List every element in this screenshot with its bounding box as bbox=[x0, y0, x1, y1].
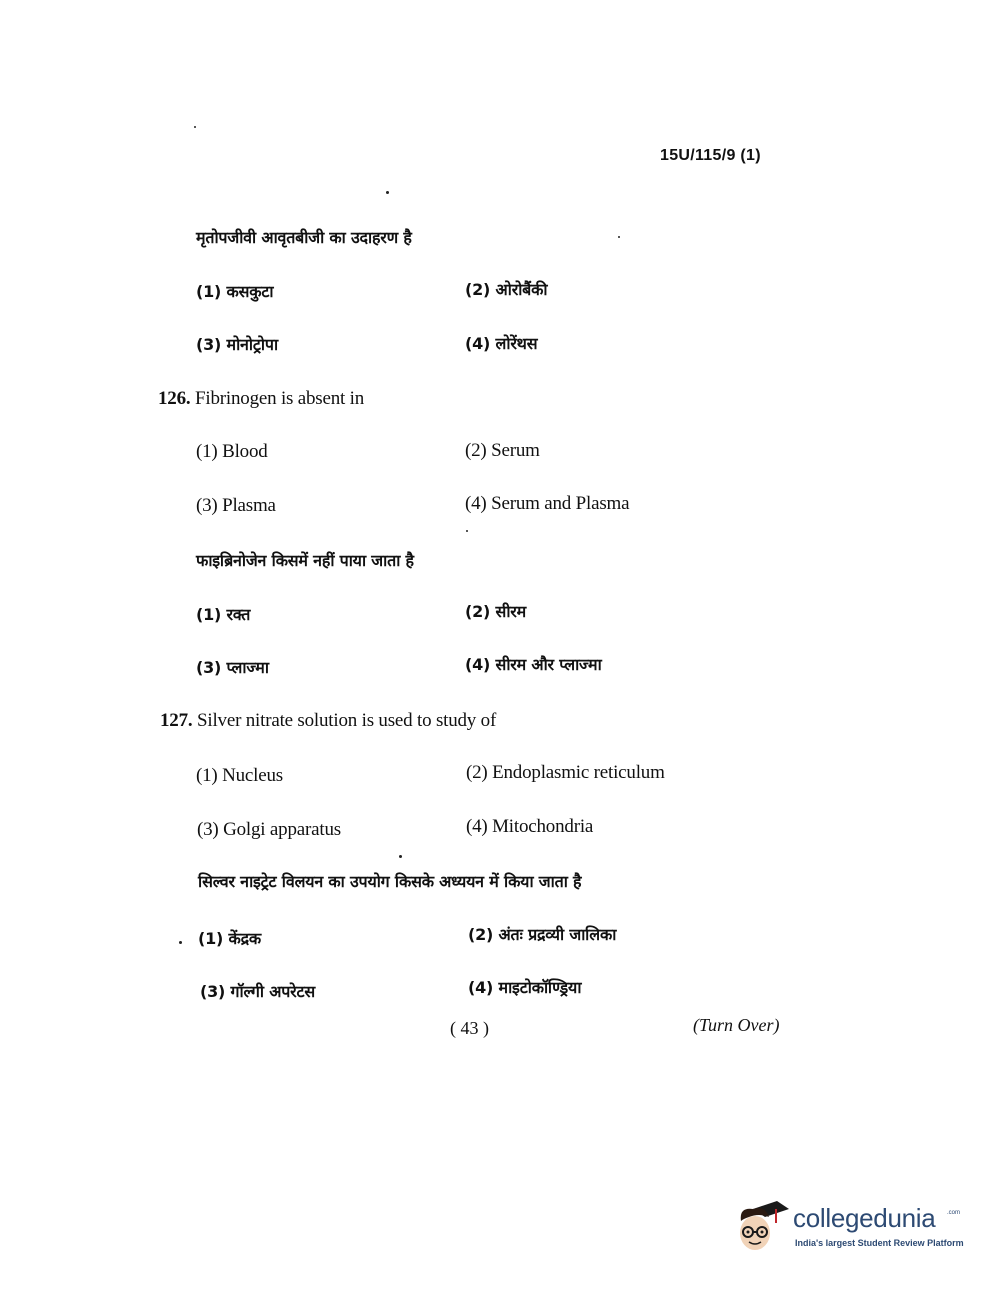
scan-speck bbox=[386, 191, 389, 194]
collegedunia-watermark bbox=[735, 1195, 965, 1265]
q127-hindi-question: सिल्वर नाइट्रेट विलयन का उपयोग किसके अध्ययन में किया जाता है bbox=[198, 872, 582, 891]
scan-speck bbox=[399, 855, 402, 858]
page-number: ( 43 ) bbox=[450, 1018, 489, 1038]
q125-hindi-option-2: (2) ओरोबैंकी bbox=[465, 280, 548, 299]
q126-question-line bbox=[158, 387, 364, 411]
q126-hindi-option-2: (2) सीरम bbox=[465, 602, 527, 621]
q125-hindi-option-3: (3) मोनोट्रोपा bbox=[196, 335, 278, 354]
q126-option-2: (2) Serum bbox=[465, 440, 540, 461]
q126-hindi-question: फाइब्रिनोजेन किसमें नहीं पाया जाता है bbox=[196, 551, 414, 570]
q127-option-4: (4) Mitochondria bbox=[466, 816, 594, 837]
q127-option-1: (1) Nucleus bbox=[196, 765, 283, 786]
q127-hindi-option-4: (4) माइटोकॉण्ड्रिया bbox=[468, 978, 582, 997]
q127-number: 127. bbox=[160, 710, 193, 731]
q126-option-4: (4) Serum and Plasma bbox=[465, 493, 630, 514]
scan-speck bbox=[194, 126, 196, 128]
student-mascot-icon bbox=[735, 1195, 793, 1259]
q127-hindi-option-3: (3) गॉल्गी अपरेटस bbox=[200, 982, 315, 1001]
q126-hindi-option-3: (3) प्लाज्मा bbox=[196, 658, 269, 677]
q127-option-3: (3) Golgi apparatus bbox=[197, 819, 341, 840]
q126-number: 126. bbox=[158, 388, 191, 409]
q126-question: Fibrinogen is absent in bbox=[195, 388, 365, 409]
q125-hindi-option-4: (4) लोरेंथस bbox=[465, 334, 538, 353]
q127-hindi-option-2: (2) अंतः प्रद्रव्यी जालिका bbox=[468, 925, 617, 944]
scan-speck bbox=[466, 530, 468, 532]
turn-over-label: (Turn Over) bbox=[693, 1015, 780, 1035]
q126-option-1: (1) Blood bbox=[196, 441, 268, 462]
q126-hindi-option-1: (1) रक्त bbox=[196, 605, 251, 624]
scan-speck bbox=[179, 941, 182, 944]
logo-com-text: .com bbox=[947, 1210, 961, 1216]
q127-question-line bbox=[160, 709, 496, 733]
q127-option-2: (2) Endoplasmic reticulum bbox=[466, 762, 665, 783]
logo-brand-text: collegedunia bbox=[793, 1203, 936, 1233]
q127-hindi-option-1: (1) केंद्रक bbox=[198, 929, 262, 948]
paper-code: 15U/115/9 (1) bbox=[660, 147, 761, 164]
q126-hindi-option-4: (4) सीरम और प्लाज्मा bbox=[465, 655, 602, 674]
q125-hindi-option-1: (1) कसकुटा bbox=[196, 282, 274, 301]
q125-hindi-question: मृतोपजीवी आवृतबीजी का उदाहरण है bbox=[196, 228, 412, 247]
q127-question: Silver nitrate solution is used to study of bbox=[197, 710, 497, 731]
q126-option-3: (3) Plasma bbox=[196, 495, 276, 516]
scan-speck bbox=[618, 236, 620, 238]
logo-tagline: India's largest Student Review Platform bbox=[795, 1238, 964, 1248]
